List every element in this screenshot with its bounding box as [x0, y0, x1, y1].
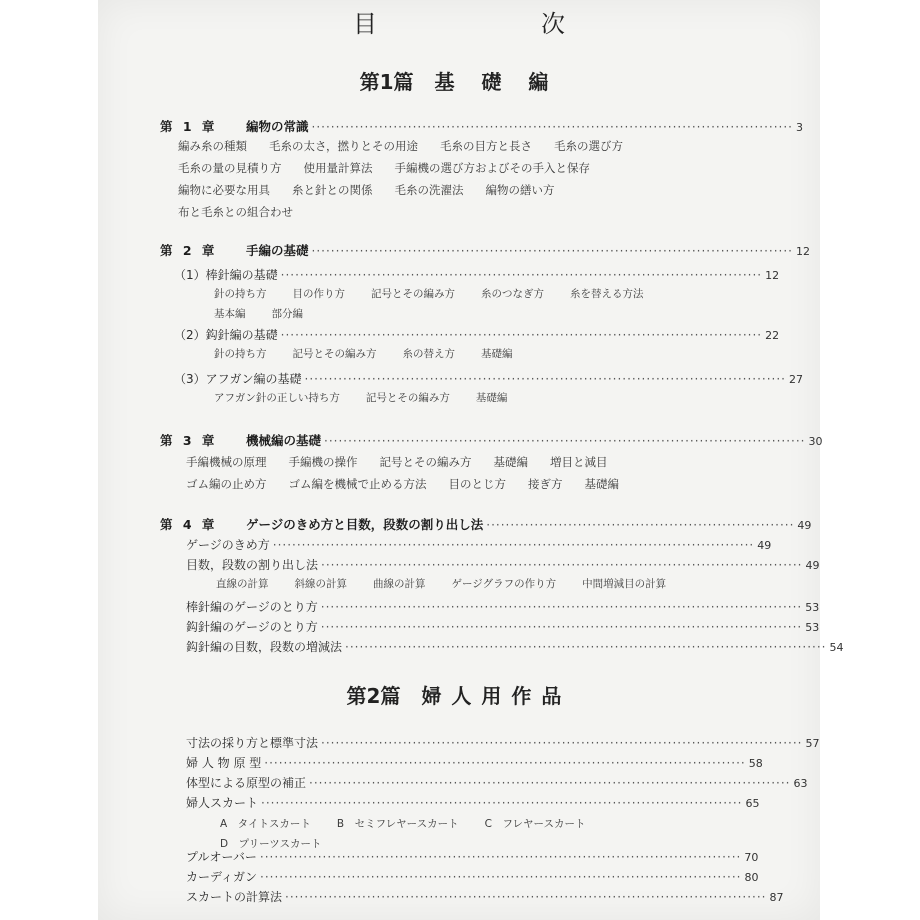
topic: 毛糸の洗濯法	[394, 183, 464, 197]
part-title: 基 礎 編	[434, 70, 559, 94]
page-number: 63	[793, 777, 808, 790]
topic: 毛糸の選び方	[554, 139, 624, 153]
topic: 斜線の計算	[294, 578, 347, 590]
page-title: 目 次	[353, 10, 635, 38]
topic-line	[216, 574, 692, 594]
part-2-heading	[98, 680, 820, 709]
entry-title: ゲージのきめ方	[186, 538, 270, 552]
topic: ゴム編を機械で止める方法	[288, 477, 427, 491]
entry-title: スカートの計算法	[186, 890, 283, 904]
toc-entry[interactable]	[186, 556, 820, 574]
leader-dots: ····································································································	[304, 372, 786, 386]
section-title: （1）棒針編の基礎	[174, 268, 278, 282]
topic: A タイトスカート	[220, 818, 311, 830]
page-number: 54	[829, 641, 844, 654]
page-number: 49	[805, 559, 820, 572]
page-number: 12	[765, 269, 780, 282]
topic-line	[214, 304, 329, 324]
topic: 目の作り方	[292, 288, 345, 300]
chapter-number: 第 1 章	[160, 119, 218, 134]
topic: 増目と減目	[550, 455, 608, 469]
leader-dots: ····································································································	[345, 640, 827, 654]
topic: 基礎編	[481, 348, 513, 360]
topic: 糸を替える方法	[570, 288, 644, 300]
leader-dots: ····································································································	[321, 558, 803, 572]
topic-line	[214, 284, 670, 304]
leader-dots: ····································································································	[261, 796, 743, 810]
toc-entry[interactable]	[186, 848, 759, 866]
toc-entry[interactable]	[186, 536, 772, 554]
page-number: 58	[748, 757, 763, 770]
topic-line	[186, 474, 641, 494]
leader-dots: ····································································································	[311, 120, 793, 134]
page-number: 80	[744, 871, 759, 884]
chapter-number: 第 3 章	[160, 433, 218, 448]
toc-entry[interactable]	[186, 638, 844, 656]
toc-chapter-2[interactable]	[160, 242, 810, 260]
leader-dots: ····································································································	[324, 434, 806, 448]
page-number: 53	[805, 601, 820, 614]
topic: 記号とその編み方	[379, 455, 472, 469]
part-number: 第2篇	[346, 684, 401, 708]
toc-section[interactable]	[174, 370, 803, 388]
topic: 中間増減目の計算	[582, 578, 667, 590]
topic: B セミフレヤースカート	[336, 818, 459, 830]
topic: 布と毛糸との組合わせ	[178, 205, 293, 219]
entry-title: 目数，段数の割り出し法	[186, 558, 319, 572]
topic: 手編機の操作	[288, 455, 358, 469]
page-number: 87	[769, 891, 784, 904]
topic: 記号とその編み方	[365, 392, 450, 404]
section-title: （3）アフガン編の基礎	[174, 372, 302, 386]
leader-dots: ····································································································	[321, 736, 803, 750]
page-number: 27	[788, 373, 803, 386]
leader-dots: ····································································································	[311, 244, 793, 258]
toc-entry[interactable]	[186, 888, 784, 906]
topic-line	[220, 814, 612, 834]
page-number: 49	[757, 539, 772, 552]
entry-title: 婦 人 物 原 型	[186, 756, 262, 770]
topic: 針の持ち方	[214, 348, 267, 360]
topic: 毛糸の目方と長さ	[440, 139, 533, 153]
topic-line	[214, 344, 539, 364]
chapter-number: 第 4 章	[160, 517, 218, 532]
topic: 基本編	[214, 308, 246, 320]
topic: 曲線の計算	[373, 578, 426, 590]
topic: 編物の繕い方	[485, 183, 555, 197]
topic: ゲージグラフの作り方	[451, 578, 557, 590]
leader-dots: ································································	[486, 518, 795, 532]
toc-entry[interactable]	[186, 734, 820, 752]
page-number: 30	[808, 435, 823, 448]
topic: 部分編	[271, 308, 303, 320]
leader-dots: ····································································································	[259, 850, 742, 864]
topic: D プリーツスカート	[220, 838, 322, 850]
page-number: 53	[805, 621, 820, 634]
page-number: 70	[744, 851, 759, 864]
toc-entry[interactable]	[186, 774, 808, 792]
section-title: （2）鈎針編の基礎	[174, 328, 278, 342]
topic: 基礎編	[475, 392, 508, 404]
entry-title: 体型による原型の補正	[186, 776, 307, 790]
page-number: 57	[805, 737, 820, 750]
topic: 編み糸の種類	[178, 139, 247, 153]
topic-line	[186, 452, 630, 472]
topic: 直線の計算	[216, 578, 269, 590]
topic: C フレヤースカート	[484, 818, 586, 830]
leader-dots: ····································································································	[285, 890, 767, 904]
part-number: 第1篇	[359, 70, 414, 94]
topic: 基礎編	[493, 455, 528, 469]
toc-entry[interactable]	[186, 618, 820, 636]
entry-title: 鈎針編の目数，段数の増減法	[186, 640, 343, 654]
toc-entry[interactable]	[186, 794, 760, 812]
leader-dots: ····································································································	[264, 756, 746, 770]
topic: 手編機械の原理	[186, 455, 267, 469]
topic-line	[178, 180, 577, 200]
topic: 基礎編	[584, 477, 619, 491]
topic: 糸の替え方	[402, 348, 455, 360]
topic: 記号とその編み方	[292, 348, 377, 360]
part-1-heading	[98, 66, 820, 95]
topic-line	[178, 158, 612, 178]
topic-line	[214, 388, 533, 408]
book-page	[98, 0, 844, 920]
topic: 毛糸の太さ，撚りとその用途	[269, 139, 419, 153]
entry-title: 寸法の採り方と標準寸法	[186, 736, 319, 750]
leader-dots: ····································································································	[280, 328, 763, 342]
page-number: 12	[795, 245, 810, 258]
leader-dots: ····································································································	[272, 538, 755, 552]
toc-chapter-4[interactable]	[160, 516, 812, 534]
page-number: 49	[797, 519, 812, 532]
leader-dots: ····································································································	[320, 600, 803, 614]
leader-dots: ····································································································	[320, 620, 803, 634]
page-number: 65	[745, 797, 760, 810]
page-number: 3	[795, 121, 803, 134]
part-title: 婦人用作品	[421, 684, 572, 708]
topic: 毛糸の量の見積り方	[178, 161, 282, 175]
page-number: 22	[765, 329, 780, 342]
toc-section[interactable]	[174, 266, 780, 284]
topic: ゴム編の止め方	[186, 477, 267, 491]
toc-entry[interactable]	[186, 598, 820, 616]
toc-entry[interactable]	[186, 754, 763, 772]
entry-title: プルオーバー	[186, 850, 257, 864]
topic: アフガン針の正しい持ち方	[214, 392, 340, 404]
chapter-title: 編物の常識	[246, 119, 309, 134]
chapter-title: ゲージのきめ方と目数，段数の割り出し法	[246, 517, 484, 532]
topic: 目のとじ方	[448, 477, 506, 491]
chapter-title: 手編の基礎	[246, 243, 309, 258]
topic-line	[178, 136, 645, 156]
topic: 編物に必要な用具	[178, 183, 270, 197]
toc-section[interactable]	[174, 326, 780, 344]
leader-dots: ····································································································	[260, 870, 742, 884]
topic: 針の持ち方	[214, 288, 267, 300]
topic: 糸のつなぎ方	[481, 288, 544, 300]
topic: 記号とその編み方	[371, 288, 455, 300]
topic: 接ぎ方	[528, 477, 563, 491]
topic: 使用量計算法	[303, 161, 373, 175]
toc-entry[interactable]	[186, 868, 759, 886]
chapter-title: 機械編の基礎	[246, 433, 322, 448]
entry-title: 婦人スカート	[186, 796, 259, 810]
entry-title: カーディガン	[186, 870, 258, 884]
leader-dots: ····································································································	[309, 776, 791, 790]
topic: 手編機の選び方およびその手入と保存	[394, 161, 590, 175]
toc-chapter-3[interactable]	[160, 432, 823, 450]
entry-title: 棒針編のゲージのとり方	[186, 600, 318, 614]
leader-dots: ····································································································	[280, 268, 763, 282]
entry-title: 鈎針編のゲージのとり方	[186, 620, 318, 634]
topic-line	[178, 202, 315, 222]
topic: 糸と針との関係	[292, 183, 373, 197]
toc-chapter-1[interactable]	[160, 118, 803, 136]
chapter-number: 第 2 章	[160, 243, 218, 258]
